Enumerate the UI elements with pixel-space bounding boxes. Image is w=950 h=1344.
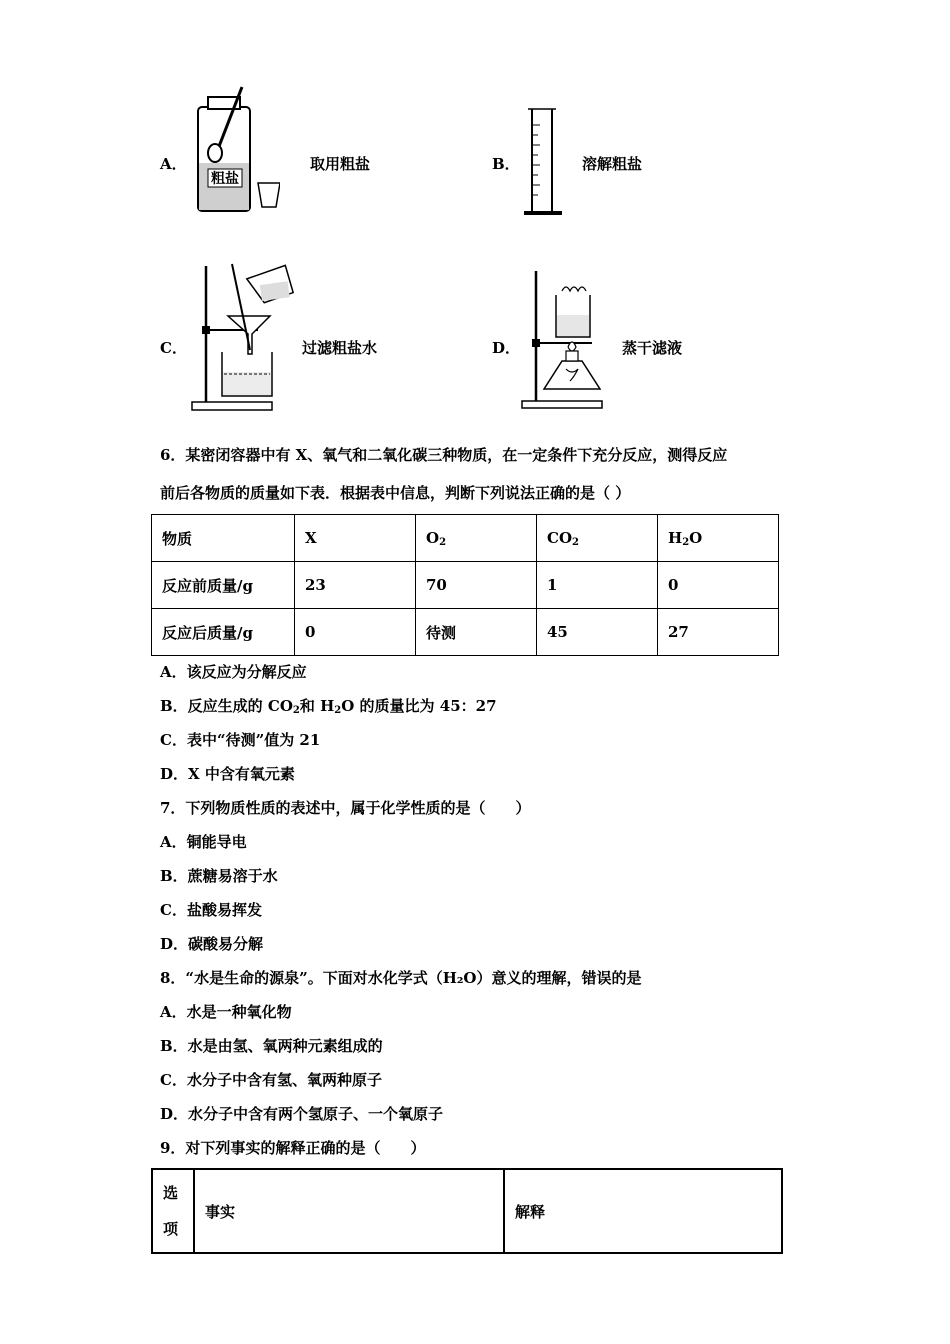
header-o2: $O_2$ [416,515,537,562]
q7-option-d: D．碳酸易分解 [160,935,264,953]
q7-option-c: C．盐酸易挥发 [160,901,262,919]
q8-option-a: A．水是一种氧化物 [160,1003,292,1021]
row-label: 反应后质量/g [152,609,295,656]
table-row [152,609,779,656]
table-header-row [152,1169,782,1253]
option-a-letter: A． [160,155,187,173]
evaporation-setup-illustration [518,265,608,410]
table-row [152,562,779,609]
header-substance: 物质 [152,515,295,562]
q6-option-d: D．X 中含有氧元素 [160,765,295,783]
option-c-caption: 过滤粗盐水 [302,339,378,357]
q9-table [151,1168,783,1254]
option-c-letter: C． [160,339,187,357]
q8-option-d: D．水分子中含有两个氢原子、一个氧原子 [160,1105,444,1123]
table-header-row [152,515,779,562]
q6-stem-line2: 前后各物质的质量如下表．根据表中信息，判断下列说法正确的是（ ） [160,484,631,502]
cell-o2: 70 [416,562,537,609]
q8-option-c: C．水分子中含有氢、氧两种原子 [160,1071,382,1089]
cell-x: 0 [295,609,416,656]
q8-option-b: B．水是由氢、氧两种元素组成的 [160,1037,383,1055]
header-h2o: $H_2O$ [658,515,779,562]
q6-option-c: C．表中“待测”值为 21 [160,731,321,749]
q6-stem-line1: 6．某密闭容器中有 X、氧气和二氧化碳三种物质，在一定条件下充分反应，测得反应 [160,446,728,464]
cell-o2: 待测 [416,609,537,656]
option-b-letter: B． [492,155,520,173]
q6-option-b: B．反应生成的 $CO_2$和 $H_2O$ 的质量比为 45：27 [160,697,497,716]
cell-h2o: 27 [658,609,779,656]
q6-option-a: A．该反应为分解反应 [160,663,307,681]
cell-x: 23 [295,562,416,609]
reagent-jar-with-spoon-illustration [190,85,280,215]
header-x: X [295,515,416,562]
q8-stem: 8．“水是生命的源泉”。下面对水化学式（H₂O）意义的理解，错误的是 [160,969,642,987]
header-co2: $CO_2$ [537,515,658,562]
cell-h2o: 0 [658,562,779,609]
cell-co2: 45 [537,609,658,656]
jar-label: 粗盐 [211,171,239,187]
header-option: 选 项 [152,1169,194,1253]
header-explanation: 解释 [504,1169,782,1253]
cell-co2: 1 [537,562,658,609]
option-b-caption: 溶解粗盐 [582,155,643,173]
q9-stem: 9．对下列事实的解释正确的是（ ） [160,1139,426,1157]
filtration-setup-illustration [188,262,300,412]
option-d-letter: D． [492,339,521,357]
graduated-cylinder-illustration [520,105,570,220]
q7-option-a: A．铜能导电 [160,833,247,851]
q6-mass-table [151,514,779,656]
header-fact: 事实 [194,1169,504,1253]
option-a-caption: 取用粗盐 [310,155,371,173]
q7-stem: 7．下列物质性质的表述中，属于化学性质的是（ ） [160,799,531,817]
option-d-caption: 蒸干滤液 [622,339,683,357]
q7-option-b: B．蔗糖易溶于水 [160,867,278,885]
row-label: 反应前质量/g [152,562,295,609]
